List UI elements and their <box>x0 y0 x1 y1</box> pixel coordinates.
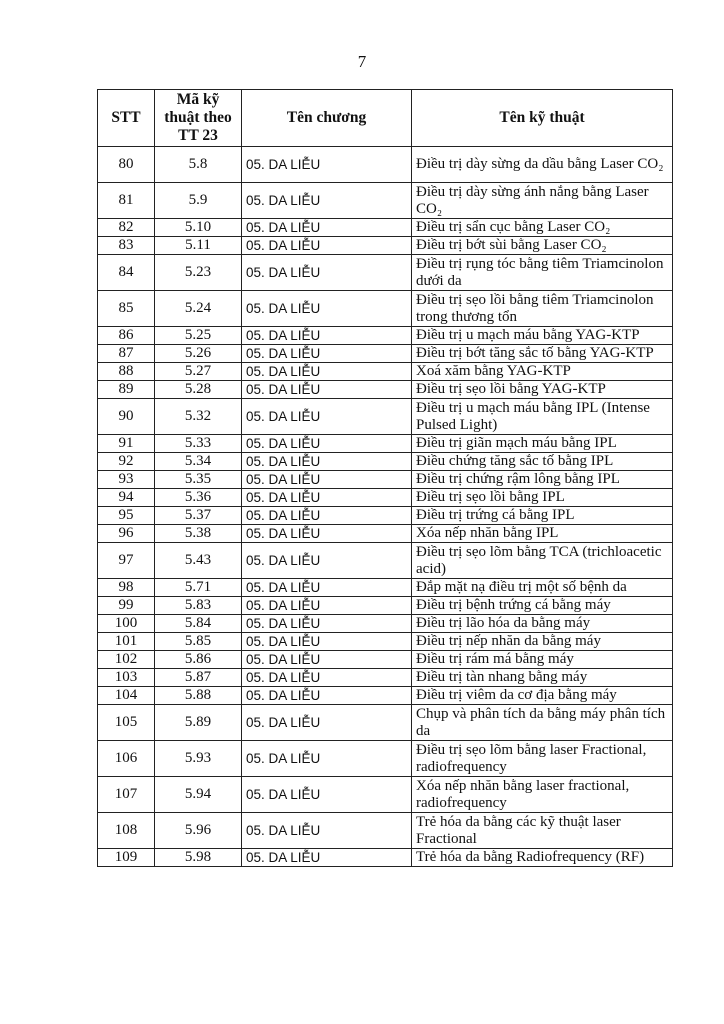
table-row <box>98 813 673 849</box>
cell-ten-ky-thuat: Điều trị viêm da cơ địa bằng máy <box>412 687 673 705</box>
cell-stt: 86 <box>98 327 155 345</box>
cell-ten-chuong: 05. DA LIỄU <box>242 147 412 183</box>
cell-stt: 103 <box>98 669 155 687</box>
header-ma-ky-thuat: Mã kỹ thuật theo TT 23 <box>155 90 242 147</box>
cell-stt: 84 <box>98 255 155 291</box>
cell-ten-ky-thuat: Điều trị rám má bằng máy <box>412 651 673 669</box>
cell-ma-ky-thuat: 5.94 <box>155 777 242 813</box>
cell-ma-ky-thuat: 5.8 <box>155 147 242 183</box>
cell-stt: 99 <box>98 597 155 615</box>
cell-ten-ky-thuat: Điều trị rụng tóc bằng tiêm Triamcinolon dưới da <box>412 255 673 291</box>
cell-ma-ky-thuat: 5.38 <box>155 525 242 543</box>
table-row <box>98 345 673 363</box>
cell-ma-ky-thuat: 5.9 <box>155 183 242 219</box>
cell-ten-ky-thuat: Điều trị bớt tăng sắc tố bằng YAG-KTP <box>412 345 673 363</box>
cell-ten-chuong: 05. DA LIỄU <box>242 597 412 615</box>
table-row <box>98 435 673 453</box>
cell-ma-ky-thuat: 5.84 <box>155 615 242 633</box>
cell-stt: 101 <box>98 633 155 651</box>
cell-ma-ky-thuat: 5.71 <box>155 579 242 597</box>
cell-ten-chuong: 05. DA LIỄU <box>242 435 412 453</box>
cell-ten-chuong: 05. DA LIỄU <box>242 489 412 507</box>
table-body <box>98 147 673 867</box>
cell-ten-ky-thuat: Xóa nếp nhăn bằng IPL <box>412 525 673 543</box>
table-row <box>98 453 673 471</box>
procedure-table <box>97 89 673 867</box>
table-row <box>98 183 673 219</box>
table-row <box>98 255 673 291</box>
cell-ten-chuong: 05. DA LIỄU <box>242 381 412 399</box>
cell-stt: 106 <box>98 741 155 777</box>
cell-ma-ky-thuat: 5.89 <box>155 705 242 741</box>
cell-stt: 85 <box>98 291 155 327</box>
cell-ma-ky-thuat: 5.93 <box>155 741 242 777</box>
cell-ten-chuong: 05. DA LIỄU <box>242 507 412 525</box>
table-row <box>98 219 673 237</box>
cell-stt: 95 <box>98 507 155 525</box>
table-row <box>98 669 673 687</box>
cell-stt: 109 <box>98 849 155 867</box>
cell-ten-chuong: 05. DA LIỄU <box>242 471 412 489</box>
table-row <box>98 705 673 741</box>
table-row <box>98 471 673 489</box>
cell-ten-ky-thuat: Điều chứng tăng sắc tố bằng IPL <box>412 453 673 471</box>
cell-ten-chuong: 05. DA LIỄU <box>242 543 412 579</box>
cell-ten-chuong: 05. DA LIỄU <box>242 669 412 687</box>
cell-ten-ky-thuat: Điều trị sẹo lõm bằng TCA (trichloacetic acid) <box>412 543 673 579</box>
cell-ten-chuong: 05. DA LIỄU <box>242 237 412 255</box>
cell-ten-chuong: 05. DA LIỄU <box>242 399 412 435</box>
cell-stt: 81 <box>98 183 155 219</box>
cell-stt: 87 <box>98 345 155 363</box>
cell-ten-chuong: 05. DA LIỄU <box>242 219 412 237</box>
cell-ma-ky-thuat: 5.98 <box>155 849 242 867</box>
cell-ten-chuong: 05. DA LIỄU <box>242 363 412 381</box>
cell-stt: 104 <box>98 687 155 705</box>
table-row <box>98 327 673 345</box>
cell-stt: 80 <box>98 147 155 183</box>
table-row <box>98 777 673 813</box>
cell-stt: 108 <box>98 813 155 849</box>
cell-ma-ky-thuat: 5.85 <box>155 633 242 651</box>
cell-ten-chuong: 05. DA LIỄU <box>242 579 412 597</box>
cell-ma-ky-thuat: 5.23 <box>155 255 242 291</box>
cell-ten-chuong: 05. DA LIỄU <box>242 777 412 813</box>
cell-ten-ky-thuat: Điều trị dày sừng ánh nắng bằng Laser CO₂ <box>412 183 673 219</box>
cell-stt: 90 <box>98 399 155 435</box>
cell-ten-chuong: 05. DA LIỄU <box>242 849 412 867</box>
cell-ma-ky-thuat: 5.28 <box>155 381 242 399</box>
cell-ten-ky-thuat: Trẻ hóa da bằng các kỹ thuật laser Fractional <box>412 813 673 849</box>
cell-ten-ky-thuat: Điều trị sẹo lồi bằng YAG-KTP <box>412 381 673 399</box>
cell-stt: 92 <box>98 453 155 471</box>
cell-ten-chuong: 05. DA LIỄU <box>242 327 412 345</box>
cell-stt: 98 <box>98 579 155 597</box>
cell-stt: 97 <box>98 543 155 579</box>
cell-ten-ky-thuat: Điều trị sẹo lồi bằng tiêm Triamcinolon trong thương tổn <box>412 291 673 327</box>
header-stt: STT <box>98 90 155 147</box>
table-row <box>98 849 673 867</box>
cell-ten-ky-thuat: Điều trị dày sừng da dầu bằng Laser CO₂ <box>412 147 673 183</box>
cell-ten-chuong: 05. DA LIỄU <box>242 741 412 777</box>
cell-ten-chuong: 05. DA LIỄU <box>242 651 412 669</box>
cell-ten-chuong: 05. DA LIỄU <box>242 687 412 705</box>
table-row <box>98 489 673 507</box>
cell-ten-chuong: 05. DA LIỄU <box>242 183 412 219</box>
table-row <box>98 651 673 669</box>
cell-ten-ky-thuat: Xoá xăm bằng YAG-KTP <box>412 363 673 381</box>
header-ten-chuong: Tên chương <box>242 90 412 147</box>
cell-ma-ky-thuat: 5.83 <box>155 597 242 615</box>
cell-stt: 100 <box>98 615 155 633</box>
cell-ten-ky-thuat: Xóa nếp nhăn bằng laser fractional, radiofrequency <box>412 777 673 813</box>
cell-ten-ky-thuat: Điều trị bệnh trứng cá bằng máy <box>412 597 673 615</box>
cell-stt: 91 <box>98 435 155 453</box>
cell-stt: 82 <box>98 219 155 237</box>
cell-ten-ky-thuat: Điều trị sẹo lõm bằng laser Fractional, radiofrequency <box>412 741 673 777</box>
cell-ma-ky-thuat: 5.32 <box>155 399 242 435</box>
cell-ma-ky-thuat: 5.24 <box>155 291 242 327</box>
cell-ten-ky-thuat: Điều trị sẩn cục bằng Laser CO₂ <box>412 219 673 237</box>
cell-ten-chuong: 05. DA LIỄU <box>242 453 412 471</box>
cell-ma-ky-thuat: 5.35 <box>155 471 242 489</box>
table-row <box>98 687 673 705</box>
cell-ten-chuong: 05. DA LIỄU <box>242 291 412 327</box>
cell-ma-ky-thuat: 5.11 <box>155 237 242 255</box>
cell-ten-ky-thuat: Điều trị chứng rậm lông bằng IPL <box>412 471 673 489</box>
cell-ten-ky-thuat: Điều trị tàn nhang bằng máy <box>412 669 673 687</box>
cell-ma-ky-thuat: 5.27 <box>155 363 242 381</box>
cell-ma-ky-thuat: 5.34 <box>155 453 242 471</box>
cell-ten-chuong: 05. DA LIỄU <box>242 345 412 363</box>
cell-ma-ky-thuat: 5.10 <box>155 219 242 237</box>
table-row <box>98 633 673 651</box>
table-row <box>98 525 673 543</box>
table-row <box>98 147 673 183</box>
table-row <box>98 543 673 579</box>
cell-stt: 93 <box>98 471 155 489</box>
table-row <box>98 237 673 255</box>
cell-ma-ky-thuat: 5.26 <box>155 345 242 363</box>
cell-ma-ky-thuat: 5.87 <box>155 669 242 687</box>
table-row <box>98 381 673 399</box>
cell-ma-ky-thuat: 5.36 <box>155 489 242 507</box>
cell-ten-ky-thuat: Chụp và phân tích da bằng máy phân tích da <box>412 705 673 741</box>
cell-stt: 94 <box>98 489 155 507</box>
table-row <box>98 507 673 525</box>
cell-stt: 83 <box>98 237 155 255</box>
table-row <box>98 363 673 381</box>
cell-ten-ky-thuat: Đắp mặt nạ điều trị một số bệnh da <box>412 579 673 597</box>
cell-stt: 88 <box>98 363 155 381</box>
cell-stt: 102 <box>98 651 155 669</box>
cell-ten-ky-thuat: Điều trị nếp nhăn da bằng máy <box>412 633 673 651</box>
cell-ma-ky-thuat: 5.96 <box>155 813 242 849</box>
cell-ten-ky-thuat: Điều trị bớt sùi bằng Laser CO₂ <box>412 237 673 255</box>
cell-stt: 89 <box>98 381 155 399</box>
cell-ma-ky-thuat: 5.43 <box>155 543 242 579</box>
header-ten-ky-thuat: Tên kỹ thuật <box>412 90 673 147</box>
cell-ma-ky-thuat: 5.86 <box>155 651 242 669</box>
table-row <box>98 579 673 597</box>
cell-stt: 96 <box>98 525 155 543</box>
table-row <box>98 615 673 633</box>
cell-ten-ky-thuat: Điều trị giãn mạch máu bằng IPL <box>412 435 673 453</box>
table-row <box>98 597 673 615</box>
procedure-table-container <box>97 89 673 867</box>
table-row <box>98 399 673 435</box>
cell-ten-ky-thuat: Trẻ hóa da bằng Radiofrequency (RF) <box>412 849 673 867</box>
cell-ten-ky-thuat: Điều trị u mạch máu bằng IPL (Intense Pulsed Light) <box>412 399 673 435</box>
table-header-row <box>98 90 673 147</box>
cell-ten-chuong: 05. DA LIỄU <box>242 525 412 543</box>
cell-ten-ky-thuat: Điều trị sẹo lồi bằng IPL <box>412 489 673 507</box>
cell-stt: 105 <box>98 705 155 741</box>
cell-ten-ky-thuat: Điều trị trứng cá bằng IPL <box>412 507 673 525</box>
cell-ma-ky-thuat: 5.33 <box>155 435 242 453</box>
cell-ten-ky-thuat: Điều trị u mạch máu bằng YAG-KTP <box>412 327 673 345</box>
table-row <box>98 291 673 327</box>
cell-ten-ky-thuat: Điều trị lão hóa da bằng máy <box>412 615 673 633</box>
page-number: 7 <box>357 52 367 71</box>
cell-ten-chuong: 05. DA LIỄU <box>242 255 412 291</box>
table-row <box>98 741 673 777</box>
cell-ten-chuong: 05. DA LIỄU <box>242 615 412 633</box>
cell-ma-ky-thuat: 5.25 <box>155 327 242 345</box>
cell-ma-ky-thuat: 5.88 <box>155 687 242 705</box>
cell-stt: 107 <box>98 777 155 813</box>
cell-ma-ky-thuat: 5.37 <box>155 507 242 525</box>
cell-ten-chuong: 05. DA LIỄU <box>242 813 412 849</box>
cell-ten-chuong: 05. DA LIỄU <box>242 633 412 651</box>
cell-ten-chuong: 05. DA LIỄU <box>242 705 412 741</box>
